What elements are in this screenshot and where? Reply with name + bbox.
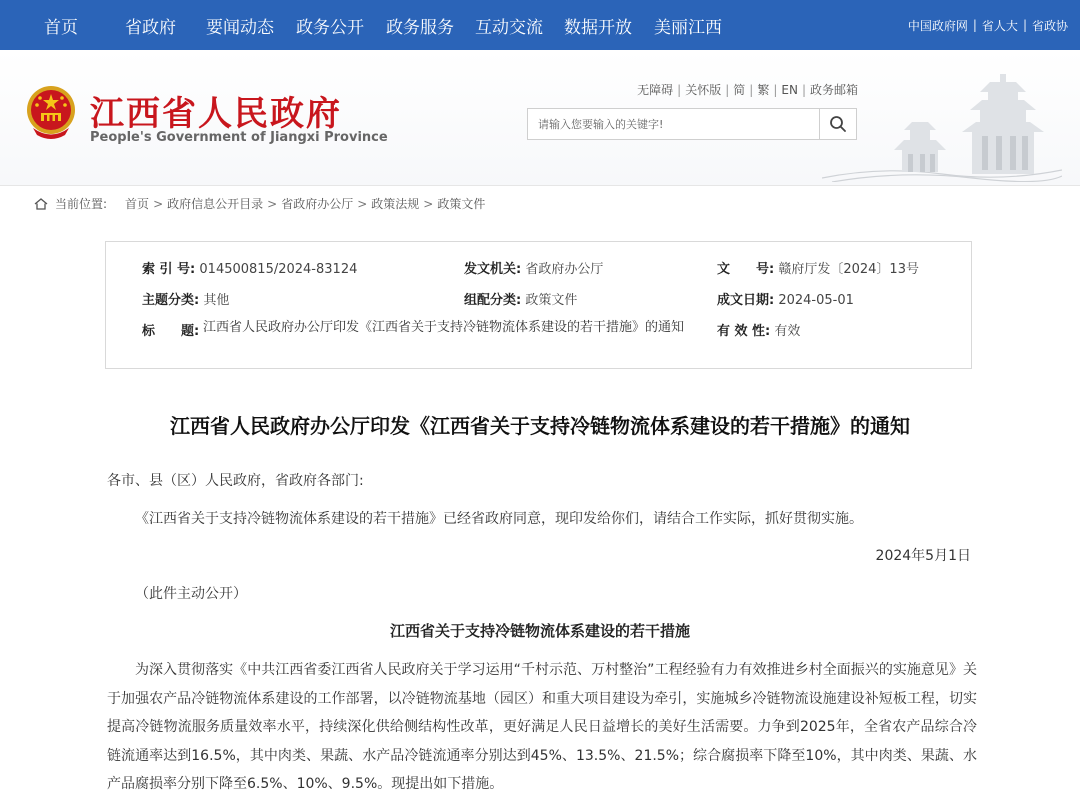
group-category-value: 政策文件 xyxy=(525,293,578,308)
issue-date: 2024年5月1日 xyxy=(875,548,971,564)
breadcrumb-general-office[interactable]: 省政府办公厅 xyxy=(281,197,354,211)
search-box xyxy=(527,108,857,140)
breadcrumb-separator: > xyxy=(267,196,278,211)
nav-item-gov-services[interactable]: 政务服务 xyxy=(386,17,454,38)
document-number xyxy=(717,258,919,277)
salutation: 各市、县（区）人民政府，省政府各部门: xyxy=(107,473,364,489)
breadcrumb-label: 当前位置: xyxy=(55,197,108,211)
nav-item-beautiful-jiangxi[interactable]: 美丽江西 xyxy=(654,17,722,38)
divider: | xyxy=(773,82,778,97)
document-title: 江西省人民政府办公厅印发《江西省关于支持冷链物流体系建设的若干措施》的通知 xyxy=(170,414,910,438)
issuing-agency xyxy=(464,258,603,277)
topic-category-value: 其他 xyxy=(203,293,230,308)
breadcrumb-disclosure-catalog[interactable]: 政府信息公开目录 xyxy=(167,197,264,211)
divider: | xyxy=(749,82,754,97)
index-number-value: 014500815/2024-83124 xyxy=(199,262,358,277)
breadcrumb-policies[interactable]: 政策法规 xyxy=(371,197,420,211)
written-date-label: 成文日期: xyxy=(717,293,775,308)
nav-item-gov-disclosure[interactable]: 政务公开 xyxy=(296,17,364,38)
nav-item-news[interactable]: 要闻动态 xyxy=(206,17,274,38)
intro-paragraph: 《江西省关于支持冷链物流体系建设的若干措施》已经省政府同意，现印发给你们，请结合工作实际，抓好贯彻实施。 xyxy=(135,511,863,527)
measures-body-paragraph: 为深入贯彻落实《中共江西省委江西省人民政府关于学习运用“千村示范、万村整治”工程经验有力有效推进乡村全面振兴的实施意见》关于加强农产品冷链物流体系建设的工作部署，以冷链物流基地（园区）和重大项目建设为牵引，实施城乡冷链物流设施建设补短板工程，切实提高冷链物流服务质量效率水平，持续深化供给侧结构性改革，更好满足人民日益增长的美好生活需要。力争到2025年，全省农产品综合冷链流通率达到16.5%，其中肉类、果蔬、水产品冷链流通率分别达到45%、13.5%、21.5%；综合腐损率下降至10%，其中肉类、果蔬、水产品腐损率分别下降至6.5%、10%、9.5%。现提出如下措施。 xyxy=(107,662,977,793)
group-category-label: 组配分类: xyxy=(464,293,522,308)
english-link[interactable]: EN xyxy=(781,82,798,97)
written-date xyxy=(717,289,854,308)
public-note: （此件主动公开） xyxy=(135,586,247,602)
breadcrumb xyxy=(34,195,485,212)
divider: | xyxy=(725,82,730,97)
issuing-agency-value: 省政府办公厅 xyxy=(525,262,604,277)
care-version-link[interactable]: 关怀版 xyxy=(685,83,722,97)
validity-value: 有效 xyxy=(774,324,801,339)
topic-category-label: 主题分类: xyxy=(142,293,200,308)
nav-item-home[interactable]: 首页 xyxy=(44,17,78,38)
nav-item-open-data[interactable]: 数据开放 xyxy=(564,17,632,38)
top-nav-bar xyxy=(0,0,1080,50)
validity xyxy=(717,320,800,339)
nav-item-interaction[interactable]: 互动交流 xyxy=(475,17,543,38)
divider: | xyxy=(801,82,806,97)
title-field-label: 标 题: xyxy=(142,324,200,339)
title-field-value: 江西省人民政府办公厅印发《江西省关于支持冷链物流体系建设的若干措施》的通知 xyxy=(203,320,685,335)
simplified-chinese-link[interactable]: 简 xyxy=(733,83,746,97)
external-links xyxy=(908,0,1068,50)
site-subtitle: People's Government of Jiangxi Province xyxy=(90,130,388,145)
accessibility-link[interactable]: 无障碍 xyxy=(637,83,674,97)
gov-mail-link[interactable]: 政务邮箱 xyxy=(809,83,858,97)
group-category xyxy=(464,289,577,308)
index-number-label: 索 引 号: xyxy=(142,262,196,277)
document-number-label: 文 号: xyxy=(717,262,775,277)
document-metadata-box xyxy=(105,241,972,369)
national-emblem-logo xyxy=(23,83,79,143)
search-input[interactable] xyxy=(528,109,819,139)
written-date-value: 2024-05-01 xyxy=(778,293,854,308)
divider: | xyxy=(1022,18,1027,32)
nav-item-provincial-gov[interactable]: 省政府 xyxy=(125,17,176,38)
topic-category xyxy=(142,289,229,308)
site-title: 江西省人民政府 xyxy=(90,94,342,134)
tengwang-pavilion-illustration xyxy=(822,70,1062,182)
title-field-label-wrap xyxy=(142,320,199,339)
breadcrumb-separator: > xyxy=(423,196,434,211)
link-china-gov[interactable]: 中国政府网 xyxy=(907,18,968,33)
issuing-agency-label: 发文机关: xyxy=(464,262,522,277)
link-provincial-cppcc[interactable]: 省政协 xyxy=(1031,18,1068,33)
validity-label: 有 效 性: xyxy=(717,324,771,339)
traditional-chinese-link[interactable]: 繁 xyxy=(757,83,770,97)
breadcrumb-policy-documents[interactable]: 政策文件 xyxy=(437,197,486,211)
divider: | xyxy=(972,18,977,32)
breadcrumb-home[interactable]: 首页 xyxy=(125,197,150,211)
document-number-value: 赣府厅发〔2024〕13号 xyxy=(778,262,919,277)
home-icon xyxy=(34,198,48,210)
divider: | xyxy=(677,82,682,97)
site-header xyxy=(0,50,1080,186)
breadcrumb-separator: > xyxy=(153,196,164,211)
index-number xyxy=(142,258,357,277)
link-provincial-congress[interactable]: 省人大 xyxy=(981,18,1018,33)
measures-title: 江西省关于支持冷链物流体系建设的若干措施 xyxy=(389,622,690,640)
breadcrumb-separator: > xyxy=(357,196,368,211)
